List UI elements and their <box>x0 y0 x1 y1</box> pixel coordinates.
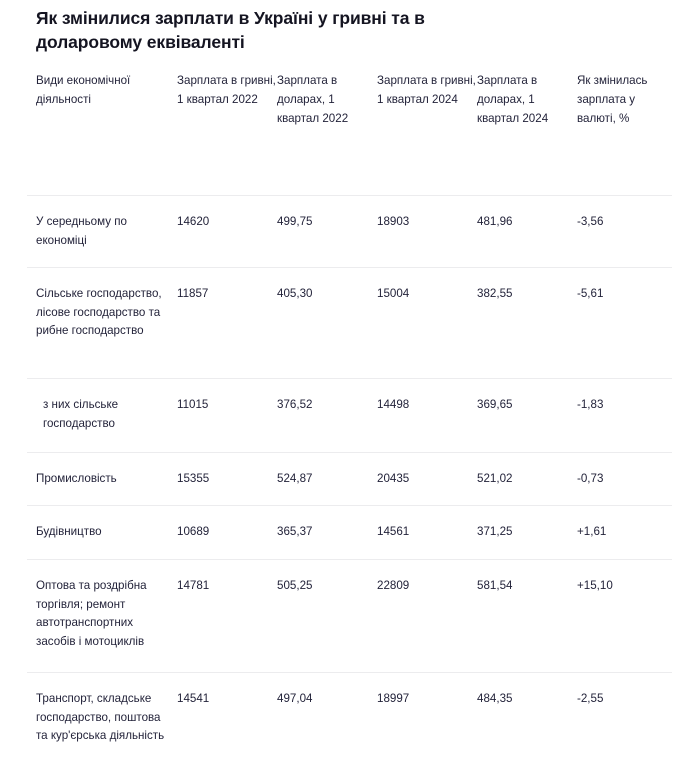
table-row <box>27 195 672 267</box>
cell-uah-q1-2024: 14561 <box>377 525 410 538</box>
salary-comparison-table <box>27 62 672 768</box>
cell-activity-name: Транспорт, складське господарство, поштова та кур'єрська діяльність <box>36 692 165 743</box>
cell-activity-name: Сільське господарство, лісове господарство та рибне господарство <box>36 287 162 338</box>
column-header-uah-q1-2022: Зарплата в гривні, 1 квартал 2022 <box>177 74 276 106</box>
cell-usd-q1-2024: 369,65 <box>477 398 513 411</box>
cell-activity-name: У середньому по економіці <box>36 215 127 247</box>
cell-change-pct: +15,10 <box>577 579 613 592</box>
column-header-change-pct: Як змінилась зарплата у валюті, % <box>577 74 648 125</box>
table-row <box>27 505 672 559</box>
cell-uah-q1-2022: 10689 <box>177 525 210 538</box>
cell-uah-q1-2022: 14541 <box>177 692 210 705</box>
cell-usd-q1-2024: 484,35 <box>477 692 513 705</box>
cell-uah-q1-2022: 14781 <box>177 579 210 592</box>
cell-uah-q1-2022: 14620 <box>177 215 210 228</box>
cell-uah-q1-2024: 18997 <box>377 692 410 705</box>
cell-uah-q1-2024: 22809 <box>377 579 410 592</box>
cell-uah-q1-2024: 15004 <box>377 287 410 300</box>
page-title: Як змінилися зарплати в Україні у гривні та в доларовому еквіваленті <box>36 8 425 52</box>
table-header-row <box>27 62 672 195</box>
cell-change-pct: +1,61 <box>577 525 607 538</box>
table-row <box>27 267 672 378</box>
cell-usd-q1-2022: 405,30 <box>277 287 313 300</box>
cell-usd-q1-2022: 505,25 <box>277 579 313 592</box>
cell-uah-q1-2022: 11015 <box>177 398 209 411</box>
cell-usd-q1-2022: 524,87 <box>277 472 313 485</box>
column-header-activity: Види економічної діяльності <box>36 74 131 106</box>
column-header-usd-q1-2022: Зарплата в доларах, 1 квартал 2022 <box>277 74 349 125</box>
table-row <box>27 672 672 768</box>
cell-activity-name: Промисловість <box>36 472 117 485</box>
cell-usd-q1-2024: 382,55 <box>477 287 513 300</box>
cell-activity-name: Оптова та роздрібна торгівля; ремонт автотранспортних засобів і мотоциклів <box>36 579 147 648</box>
cell-change-pct: -2,55 <box>577 692 604 705</box>
cell-activity-name: Будівництво <box>36 525 102 538</box>
column-header-usd-q1-2024: Зарплата в доларах, 1 квартал 2024 <box>477 74 549 125</box>
cell-uah-q1-2022: 15355 <box>177 472 210 485</box>
table-row <box>27 559 672 672</box>
cell-usd-q1-2022: 376,52 <box>277 398 313 411</box>
table-row <box>27 452 672 505</box>
cell-change-pct: -1,83 <box>577 398 604 411</box>
cell-uah-q1-2022: 11857 <box>177 287 209 300</box>
cell-uah-q1-2024: 20435 <box>377 472 410 485</box>
cell-usd-q1-2024: 581,54 <box>477 579 513 592</box>
cell-usd-q1-2022: 499,75 <box>277 215 313 228</box>
cell-change-pct: -0,73 <box>577 472 604 485</box>
cell-uah-q1-2024: 18903 <box>377 215 410 228</box>
cell-activity-name: з них сільське господарство <box>43 398 119 430</box>
cell-usd-q1-2022: 365,37 <box>277 525 313 538</box>
cell-usd-q1-2024: 521,02 <box>477 472 513 485</box>
cell-change-pct: -5,61 <box>577 287 604 300</box>
table-body <box>27 195 672 768</box>
cell-change-pct: -3,56 <box>577 215 604 228</box>
cell-usd-q1-2024: 371,25 <box>477 525 513 538</box>
cell-usd-q1-2024: 481,96 <box>477 215 513 228</box>
cell-usd-q1-2022: 497,04 <box>277 692 313 705</box>
table-row <box>27 378 672 452</box>
column-header-uah-q1-2024: Зарплата в гривні, 1 квартал 2024 <box>377 74 476 106</box>
cell-uah-q1-2024: 14498 <box>377 398 410 411</box>
